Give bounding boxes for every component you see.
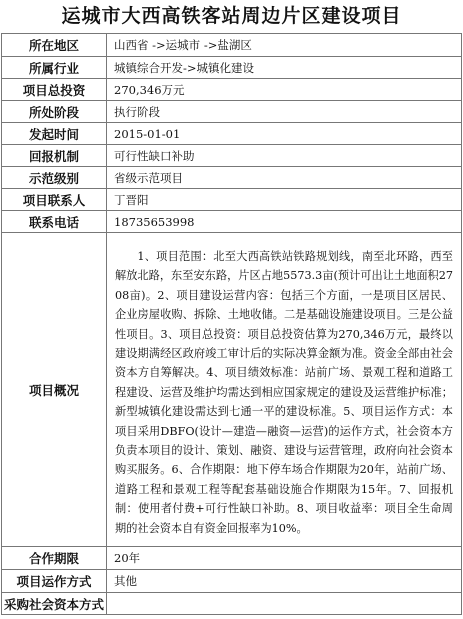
table-row — [2, 101, 462, 123]
row-value: 执行阶段 — [107, 101, 462, 123]
row-value: 可行性缺口补助 — [107, 145, 462, 167]
table-row — [2, 57, 462, 79]
row-value — [107, 593, 462, 615]
table-row — [2, 593, 462, 615]
table-row — [2, 145, 462, 167]
row-value: 其他 — [107, 570, 462, 593]
row-value: 270,346万元 — [107, 79, 462, 101]
row-label: 所属行业 — [2, 57, 107, 79]
row-label: 回报机制 — [2, 145, 107, 167]
row-label: 发起时间 — [2, 123, 107, 145]
row-label: 联系电话 — [2, 211, 107, 233]
row-value: 2015-01-01 — [107, 123, 462, 145]
table-row — [2, 123, 462, 145]
row-label: 示范级别 — [2, 167, 107, 189]
table-row — [2, 34, 462, 57]
row-value: 省级示范项目 — [107, 167, 462, 189]
overview-row — [2, 233, 462, 547]
page-title: 运城市大西高铁客站周边片区建设项目 — [61, 5, 402, 27]
row-value: 山西省 ->运城市 ->盐湖区 — [107, 34, 462, 57]
row-label: 项目总投资 — [2, 79, 107, 101]
row-label: 所处阶段 — [2, 101, 107, 123]
row-label: 项目联系人 — [2, 189, 107, 211]
row-label: 采购社会资本方式 — [2, 593, 107, 615]
overview-label: 项目概况 — [2, 233, 107, 547]
row-label: 合作期限 — [2, 547, 107, 570]
row-value: 18735653998 — [107, 211, 462, 233]
table-row — [2, 79, 462, 101]
row-label: 项目运作方式 — [2, 570, 107, 593]
table-row — [2, 570, 462, 593]
overview-cell — [107, 233, 462, 547]
table-row — [2, 189, 462, 211]
table-row — [2, 547, 462, 570]
row-label: 所在地区 — [2, 34, 107, 57]
overview-text: 1、项目范围：北至大西高铁站铁路规划线，南至北环路，西至解放北路，东至安东路，片区占地5573.3亩(预计可出让土地面积2708亩)。2、项目建设运营内容：包括三个方面，一是项目区居民、企业房屋收购、拆除、土地收储。二是基础设施建设项目。三是公益性项目。3、项目总投资：项目总投资估算为270,346万元，最终以建设期满经区政府竣工审计后的实际决算金额为准。资金全部由社会资本方自筹解决。4、项目绩效标准：站前广场、景观工程和道路工程建设、运营及维护均需达到相应国家规定的建设及运营维护标准；新型城镇化建设需达到七通一平的建设标准。5、项目运作方式：本项目采用DBFO(设计—建造—融资—运营)的运作方式，社会资本方负责本项目的设计、策划、融资、建设与运营管理，政府向社会资本购买服务。6、合作期限：地下停车场合作期限为20年，站前广场、道路工程和景观工程等配套基础设施合作期限为15年。7、回报机制：使用者付费+可行性缺口补助。8、项目收益率：项目全生命周期的社会资本自有资金回报率为10%。 — [115, 249, 453, 535]
row-value: 丁晋阳 — [107, 189, 462, 211]
table-row — [2, 167, 462, 189]
table-row — [2, 211, 462, 233]
row-value: 城镇综合开发->城镇化建设 — [107, 57, 462, 79]
row-value: 20年 — [107, 547, 462, 570]
project-info-table — [1, 33, 462, 615]
